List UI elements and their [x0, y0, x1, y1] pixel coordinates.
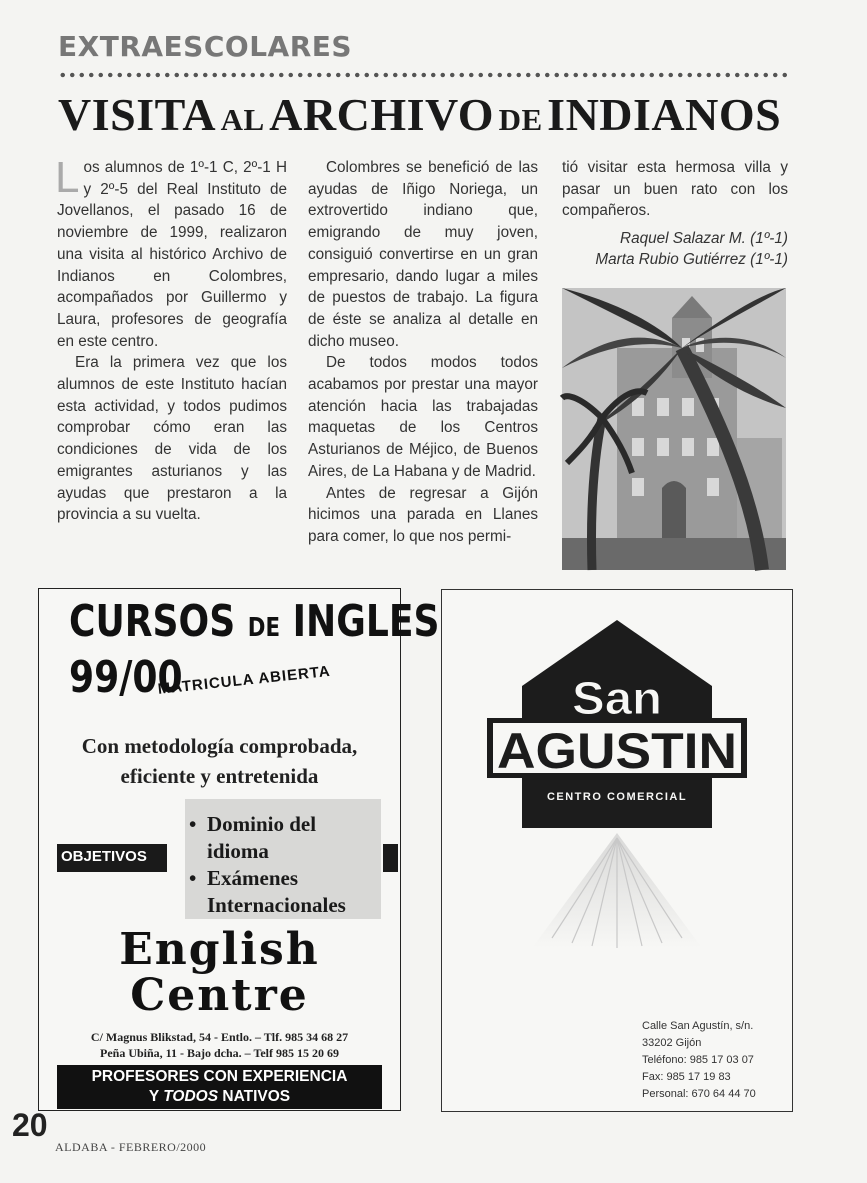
- logo-agustin-text: AGUSTIN: [497, 723, 737, 779]
- matricula-abierta-text: MATRICULA ABIERTA: [157, 662, 332, 698]
- dotted-divider: [58, 70, 792, 80]
- san-agustin-ad: [441, 589, 793, 1112]
- article-paragraph: Antes de regresar a Gijón hicimos una parada en Llanes para comer, lo que nos permi-: [308, 484, 538, 545]
- logo-subtitle-text: CENTRO COMERCIAL: [546, 791, 688, 803]
- article-column-3: [562, 157, 788, 270]
- ad-headline: CURSOS DE INGLES 99/00: [69, 596, 440, 703]
- page-footer: ALDABA - FEBRERO/2000: [55, 1140, 207, 1154]
- article-column-1: [55, 153, 287, 526]
- title-word: DE: [498, 102, 543, 137]
- article-authors: [562, 228, 788, 270]
- article-paragraph: Colombres se benefició de las ayudas de Iñigo Noriega, un extrovertido indiano que, emigrando de muy joven, consiguió convertirse en un gran empresario, dando lugar a miles de puestos de trabajo. La figura de éste se analiza al detalle en dicho museo.: [308, 159, 538, 350]
- ad-methodology-text: Con metodología comprobada, eficiente y entretenida: [81, 734, 358, 788]
- author: Raquel Salazar M. (1º-1): [620, 230, 788, 248]
- english-centre-logo: English Centre: [119, 924, 320, 1021]
- san-agustin-contact: Calle San Agustín, s/n. 33202 Gijón Teléfono: 985 17 03 07 Fax: 985 17 19 83 Personal: 670 64 44 70: [642, 1020, 756, 1100]
- title-word: INDIANOS: [547, 89, 782, 140]
- title-word: ARCHIVO: [269, 89, 495, 140]
- title-word: AL: [220, 102, 265, 137]
- ad-addresses: C/ Magnus Blikstad, 54 - Entlo. – Tlf. 985 34 68 27 Peña Ubiña, 11 - Bajo dcha. – Telf 985 15 20 69: [90, 1030, 349, 1060]
- san-agustin-logo: [472, 618, 762, 978]
- objective-item: • Dominio del: [189, 811, 346, 838]
- article-paragraph: Era la primera vez que los alumnos de este Instituto hacían esta actividad, y todos pudimos comprobar cómo eran las condiciones de vida de los emigrantes asturianos y las ayudas que prestaron a la provincia a su vuelta.: [57, 354, 287, 524]
- section-heading: EXTRAESCOLARES: [58, 30, 353, 63]
- logo-san-text: San: [572, 672, 662, 724]
- title-word: VISITA: [58, 89, 217, 140]
- article-column-2: [308, 157, 538, 548]
- native-teachers-banner: PROFESORES CON EXPERIENCIA Y TODOS NATIVOS: [57, 1065, 382, 1109]
- article-paragraph: tió visitar esta hermosa villa y pasar un buen rato con los compañeros.: [562, 159, 788, 220]
- objectives-label: OBJETIVOS: [61, 848, 147, 865]
- objective-item: • Exámenes: [189, 865, 346, 892]
- article-paragraph: Los alumnos de 1º-1 C, 2º-1 H y 2º-5 del Real Instituto de Jovellanos, el pasado 16 de noviembre de 1999, realizaron una visita al histórico Archivo de Indianos en Colombres, acompañados por Guillermo y Laura, profesores de geografía en este centro.: [55, 153, 287, 350]
- english-centre-ad: [38, 588, 440, 1111]
- page-number: 20: [12, 1107, 48, 1143]
- article-title: [58, 88, 792, 141]
- archive-building-photo: [562, 288, 786, 570]
- objectives-bar-end: [383, 844, 398, 872]
- objectives-list: • Dominio del idioma • Exámenes Internacionales: [189, 811, 346, 919]
- drop-cap: L: [55, 153, 80, 202]
- article-paragraph: De todos modos todos acabamos por prestar una mayor atención hacia las trabajadas maquetas de los Centros Asturianos de Méjico, de Buenos Aires, de La Habana y de Madrid.: [308, 354, 538, 480]
- author: Marta Rubio Gutiérrez (1º-1): [595, 251, 788, 269]
